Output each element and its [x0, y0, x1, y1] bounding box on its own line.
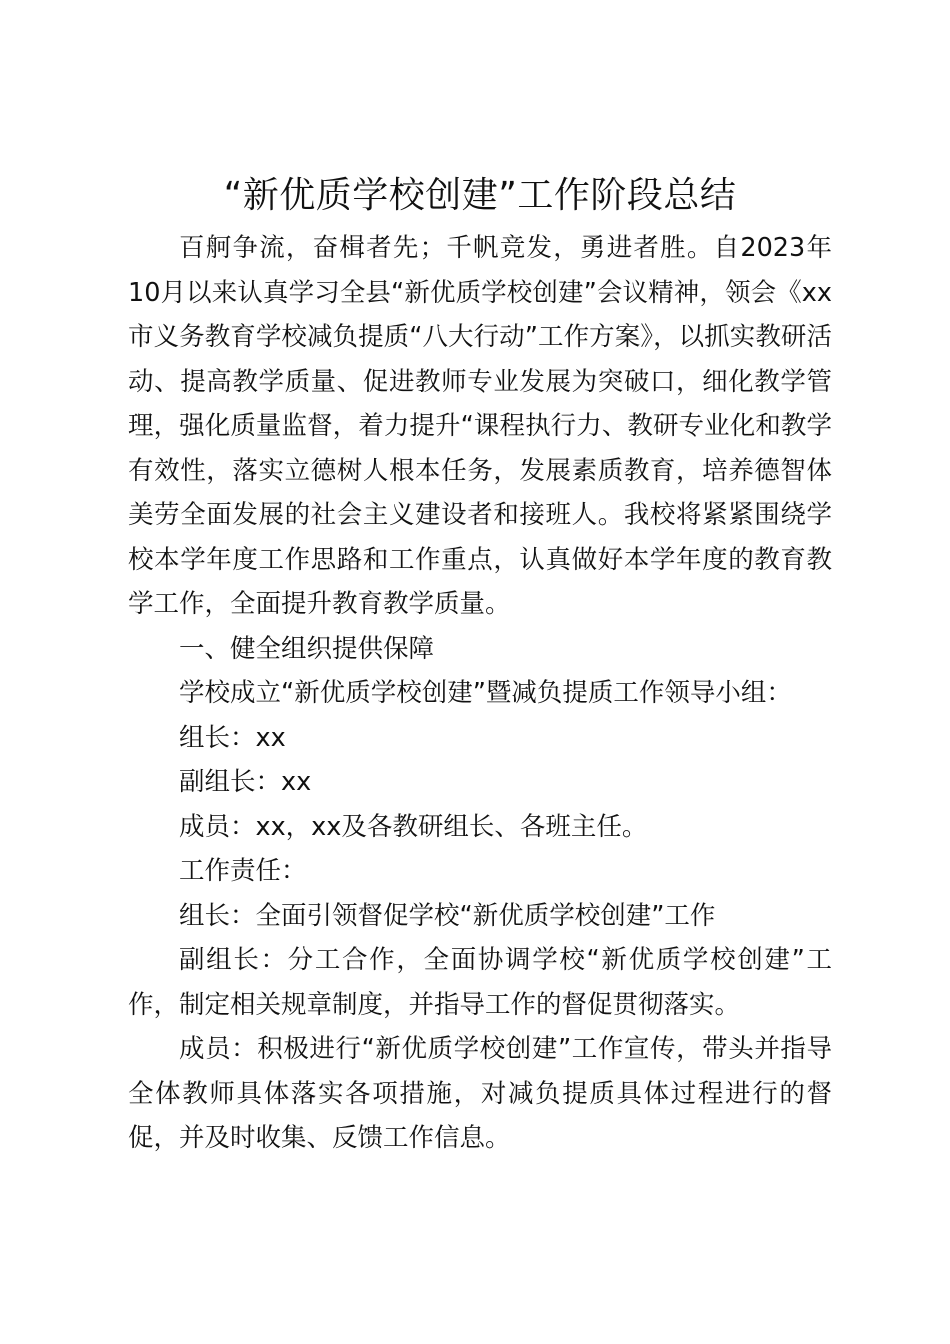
- leader-line: 组长：xx: [179, 722, 286, 753]
- section-heading: 一、健全组织提供保障: [179, 633, 435, 664]
- document-page: [128, 168, 832, 1161]
- duty-deputy-paragraph: 副组长：分工合作，全面协调学校“新优质学校创建”工作，制定相关规章制度，并指导工作的督促贯彻落实。: [128, 945, 832, 1020]
- members-line: 成员：xx，xx及各教研组长、各班主任。: [179, 811, 648, 842]
- duty-heading: 工作责任：: [179, 856, 307, 886]
- group-intro: 学校成立“新优质学校创建”暨减负提质工作领导小组：: [179, 678, 792, 708]
- deputy-leader-line: 副组长：xx: [179, 767, 312, 797]
- duty-leader-line: 组长：全面引领督促学校“新优质学校创建”工作: [179, 900, 716, 931]
- intro-paragraph: 百舸争流，奋楫者先；千帆竞发，勇进者胜。自2023年10月以来认真学习全县“新优质学校创建”会议精神，领会《xx市义务教育学校减负提质“八大行动”工作方案》，以抓实教研活动、提高教学质量、促进教师专业发展为突破口，细化教学管理，强化质量监督，着力提升“课程执行力、教研专业化和教学有效性，落实立德树人根本任务，发展素质教育，培养德智体美劳全面发展的社会主义建设者和接班人。我校将紧紧围绕学校本学年度工作思路和工作重点，认真做好本学年度的教育教学工作，全面提升教育教学质量。: [128, 233, 832, 619]
- duty-members-paragraph: 成员：积极进行“新优质学校创建”工作宣传，带头并指导全体教师具体落实各项措施，对减负提质具体过程进行的督促，并及时收集、反馈工作信息。: [128, 1034, 832, 1153]
- document-title: “新优质学校创建”工作阶段总结: [223, 175, 737, 216]
